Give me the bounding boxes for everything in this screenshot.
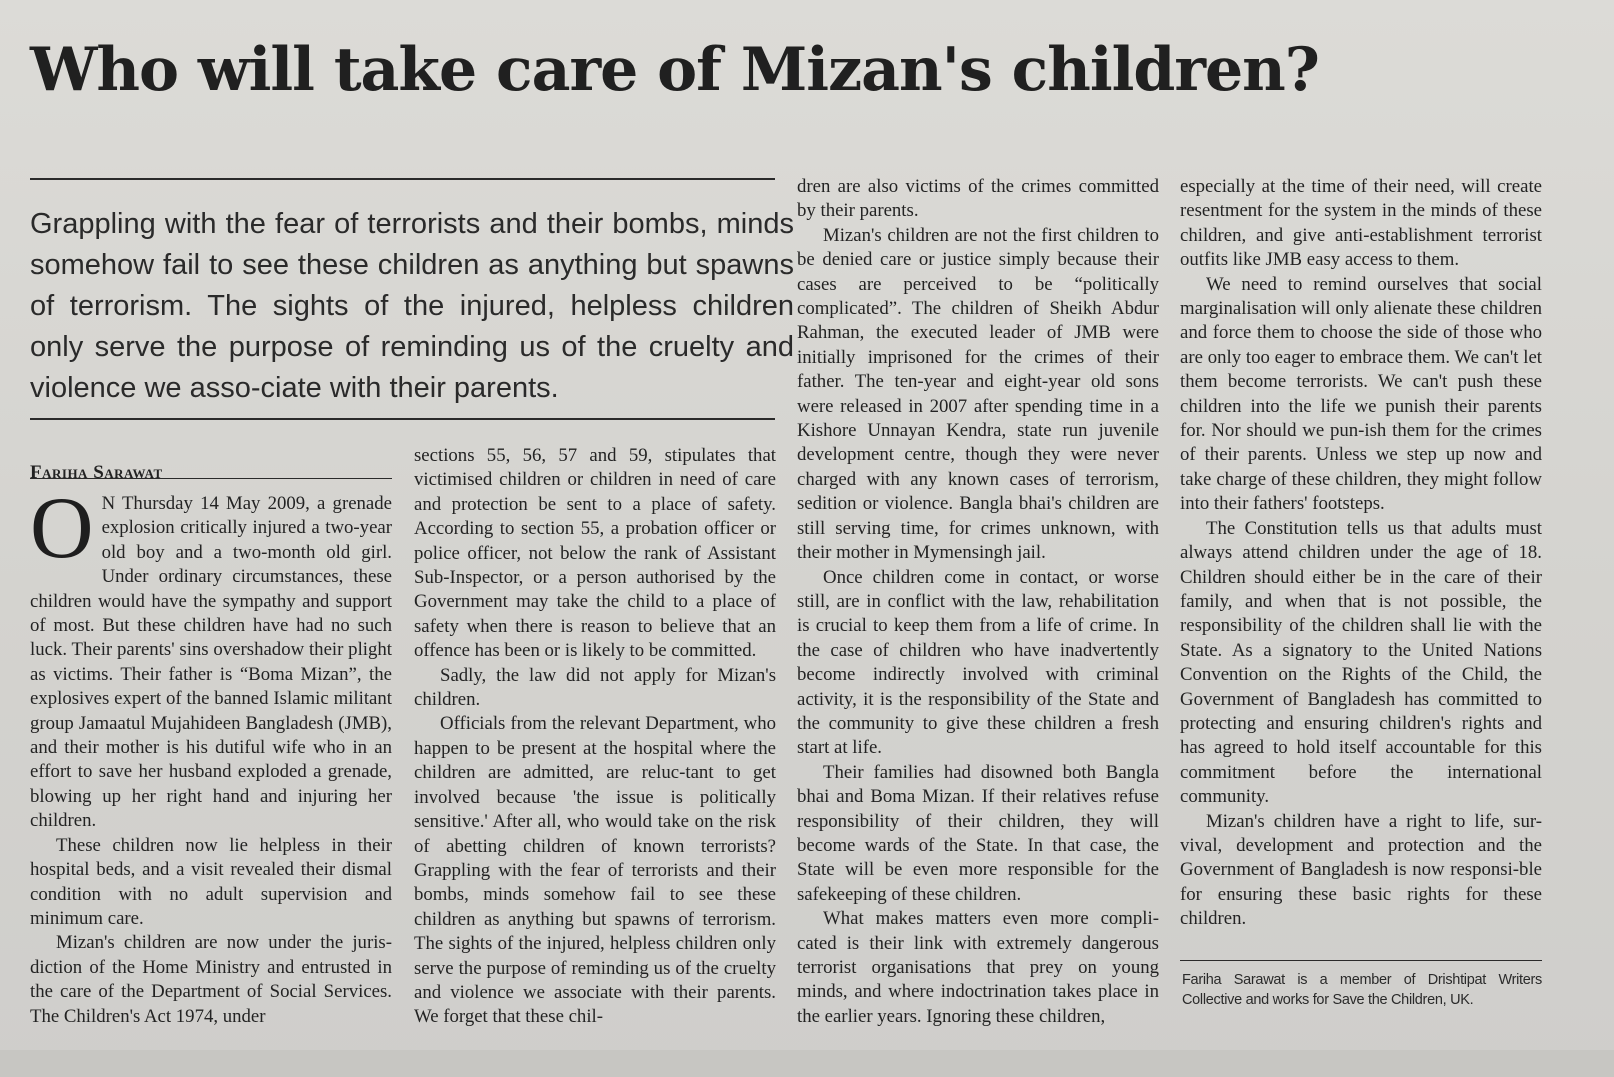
paragraph: These children now lie helpless in their hospital beds, and a visit revealed their dismal condition with no adult supervision and minimum care. [30,834,392,929]
deck-top-rule [30,178,775,180]
deck-summary: Grappling with the fear of terrorists and their bombs, minds somehow fail to see these children as anything but spawns of terrorism. The sights of the injured, helpless children only serve the purpose of reminding us of the cruelty and violence we asso-ciate with their parents. [30,208,794,404]
author-note: Fariha Sarawat is a member of Drishtipat Writers Collective and works for Save the Children, UK. [1182,972,1542,1008]
paragraph: What makes matters even more compli-cated is their link with extremely dangerous terrorist organisations that prey on young minds, and where indoctrination takes place in the earlier years. Ignoring these children, [797,908,1159,1027]
paragraph: N Thursday 14 May 2009, a grenade explosion critically injured a two-year old boy and a two-month old girl. Under ordinary circumstances, these children would have the sympathy and support of most. But these children have had no such luck. Their parents' sins overshadow their plight as victims. Their father is “Boma Mizan”, the explosives expert of the banned Islamic militant group Jamaatul Mujahideen Bangladesh (JMB), and their mother is his dutiful wife who in an effort to save her husband exploded a grenade, blowing up her right hand and injuring her children. [30,493,392,832]
paragraph: Once children come in contact, or worse still, are in conflict with the law, rehabilitation is crucial to keep them from a life of crime. In the case of children who have inadvertently become indirectly involved with criminal activity, it is the responsibility of the State and the community to give these children a fresh start at life. [797,566,1159,759]
body-column-1 [30,480,392,1029]
paragraph: Officials from the relevant Department, who happen to be present at the hospital where the children are admitted, are reluc-tant to get involved because 'the issue is politically sensitive.' After all, who would take on the risk of abetting children of known terrorists? Grappling with the fear of terrorists and their bombs, minds somehow fail to see these children as anything but spawns of terrorism. The sights of the injured, helpless children only serve the purpose of reminding us of the cruelty and violence we associate with their parents. We forget that these chil- [414,713,776,1028]
paragraph: We need to remind ourselves that social marginalisation will only alienate these children and force them to choose the side of those who are only too eager to embrace them. We can't let them become terrorists. We can't push these children into the life we punish their parents for. Nor should we pun-ish them for the crimes of their parents. Unless we step up now and take charge of these children, they might follow into their fathers' footsteps. [1180,273,1542,515]
body-column-4 [1180,175,1542,932]
author-note-rule [1180,960,1542,961]
paragraph: Mizan's children are not the first children to be denied care or justice simply because their cases are perceived to be “politically complicated”. The children of Sheikh Abdur Rahman, the executed leader of JMB were initially imprisoned for the crimes of their father. The ten-year and eight-year old sons were released in 2007 after spending time in a Kishore Unnayan Kendra, state run juvenile development centre, though they were never charged with any known cases of terrorism, sedition or violence. Bangla bhai's children are still serving time, for crimes unknown, with their mother in Mymensingh jail. [797,224,1159,564]
paragraph: Mizan's children have a right to life, sur-vival, development and protection and the Government of Bangladesh is now responsi-ble for ensuring these basic rights for these children. [1180,810,1542,930]
paragraph: dren are also victims of the crimes committed by their parents. [797,176,1159,222]
page-bottom-edge [0,1050,1614,1077]
headline: Who will take care of Mizan's children? [30,35,1319,105]
body-column-3 [797,175,1159,1029]
body-column-2 [414,444,776,1030]
drop-cap: O [30,480,94,577]
paragraph: Sadly, the law did not apply for Mizan's children. [414,664,776,711]
deck-bottom-rule [30,418,775,420]
paragraph: The Constitution tells us that adults must always attend children under the age of 18. Children should either be in the care of their family, and when that is not possible, the responsibility of the children shall lie with the State. As a signatory to the United Nations Convention on the Rights of the Child, the Government of Bangladesh has committed to protecting and ensuring children's rights and has agreed to hold itself accountable for this commitment before the international community. [1180,517,1542,808]
paragraph: sections 55, 56, 57 and 59, stipulates that victimised children or children in need of care and protection be sent to a place of safety. According to section 55, a probation officer or police officer, not below the rank of Assistant Sub-Inspector, or a person authorised by the Government may take the child to a place of safety when there is reason to believe that an offence has been or is likely to be committed. [414,445,776,662]
byline-rule [30,478,392,479]
byline: Fariha Sarawat [30,462,163,483]
paragraph: especially at the time of their need, will create resentment for the system in the minds of these children, and give anti-establishment terrorist outfits like JMB easy access to them. [1180,176,1542,271]
paragraph: Mizan's children are now under the juris-diction of the Home Ministry and entrusted in the care of the Department of Social Services. The Children's Act 1974, under [30,932,392,1027]
paragraph: Their families had disowned both Bangla bhai and Boma Mizan. If their relatives refuse responsibility of their children, they will become wards of the State. In that case, the State will be even more responsible for the safekeeping of these children. [797,761,1159,905]
